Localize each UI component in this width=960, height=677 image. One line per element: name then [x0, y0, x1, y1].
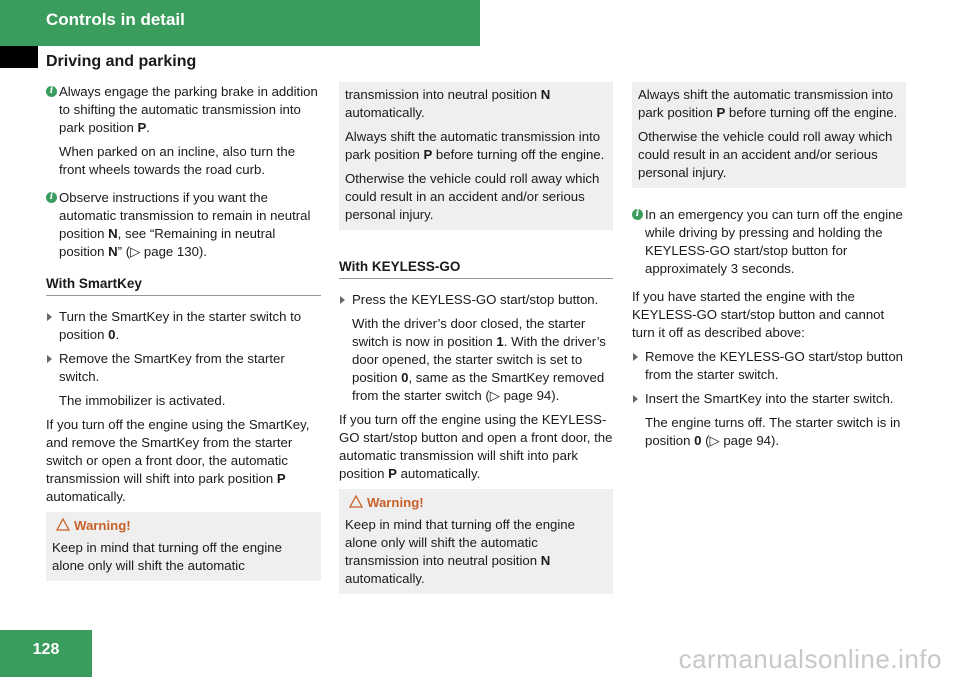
info-text: Always engage the parking brake in addition to shifting the automatic transmission into park position P. [59, 84, 318, 135]
warning-text: Always shift the automatic transmission into park position P before turning off the engine. [345, 129, 605, 162]
warning-triangle-icon [349, 495, 363, 508]
warning-box [46, 512, 321, 581]
warning-text: transmission into neutral position N automatically. [345, 87, 551, 120]
bullet-arrow-icon [340, 296, 345, 304]
section-marker [0, 46, 38, 68]
warning-heading: Warning! [52, 517, 315, 535]
warning-box-continued [339, 82, 613, 230]
info-icon: i [46, 86, 57, 97]
header-bar [0, 0, 480, 46]
warning-text: Otherwise the vehicle could roll away which could result in an accident and/or serious personal injury. [638, 129, 893, 180]
warning-text: Keep in mind that turning off the engine alone only will shift the automatic transmission into neutral position N automatically. [345, 517, 575, 586]
warning-text: Keep in mind that turning off the engine alone only will shift the automatic [52, 540, 282, 573]
subheading-smartkey: With SmartKey [46, 275, 321, 296]
body-paragraph: If you turn off the engine using the SmartKey, and remove the SmartKey from the starter switch or open a front door, the automatic transmission will shift into park position P automatically. [46, 417, 310, 504]
list-item: Insert the SmartKey into the starter switch. The engine turns off. The starter switch is in position 0 (▷ page 94). [632, 390, 906, 450]
watermark: carmanualsonline.info [678, 644, 942, 674]
list-item: Remove the KEYLESS-GO start/stop button from the starter switch. [632, 348, 906, 384]
info-text: Observe instructions if you want the automatic transmission to remain in neutral position N, see “Remaining in neutral position N” (▷ page 130). [59, 190, 311, 259]
body-paragraph: If you have started the engine with the KEYLESS-GO start/stop button and cannot turn it off as described above: [632, 289, 885, 340]
column-3 [632, 82, 906, 456]
info-note [46, 189, 321, 261]
column-2 [339, 82, 613, 594]
warning-box [339, 489, 613, 594]
warning-triangle-icon [56, 518, 70, 531]
bullet-arrow-icon [47, 313, 52, 321]
warning-text: Otherwise the vehicle could roll away which could result in an accident and/or serious personal injury. [345, 171, 600, 222]
body-paragraph: If you turn off the engine using the KEYLESS-GO start/stop button and open a front door, the automatic transmission will shift into park position P automatically. [339, 412, 613, 481]
list-item: Turn the SmartKey in the starter switch to position 0. [46, 308, 321, 344]
info-note [46, 83, 321, 179]
info-icon: i [632, 209, 643, 220]
info-text: When parked on an incline, also turn the front wheels towards the road curb. [59, 144, 296, 177]
subheading-keyless-go: With KEYLESS-GO [339, 258, 613, 279]
warning-text: Always shift the automatic transmission into park position P before turning off the engine. [638, 87, 898, 120]
info-note [632, 206, 906, 278]
column-1 [46, 83, 321, 581]
chapter-title: Controls in detail [46, 10, 185, 29]
warning-box-continued [632, 82, 906, 188]
page-number: 128 [0, 630, 92, 677]
bullet-arrow-icon [633, 395, 638, 403]
bullet-arrow-icon [633, 353, 638, 361]
list-item: Press the KEYLESS-GO start/stop button. With the driver’s door closed, the starter switch is now in position 1. With the driver’s door opened, the starter switch is set to position 0, same as the SmartKey removed from the starter switch (▷ page 94). [339, 291, 613, 405]
info-text: In an emergency you can turn off the engine while driving by pressing and holding the KEYLESS-GO start/stop button for approximately 3 seconds. [645, 207, 903, 276]
info-icon: i [46, 192, 57, 203]
bullet-arrow-icon [47, 355, 52, 363]
section-title: Driving and parking [46, 53, 197, 70]
list-item: Remove the SmartKey from the starter switch. The immobilizer is activated. [46, 350, 321, 410]
warning-heading: Warning! [345, 494, 607, 512]
